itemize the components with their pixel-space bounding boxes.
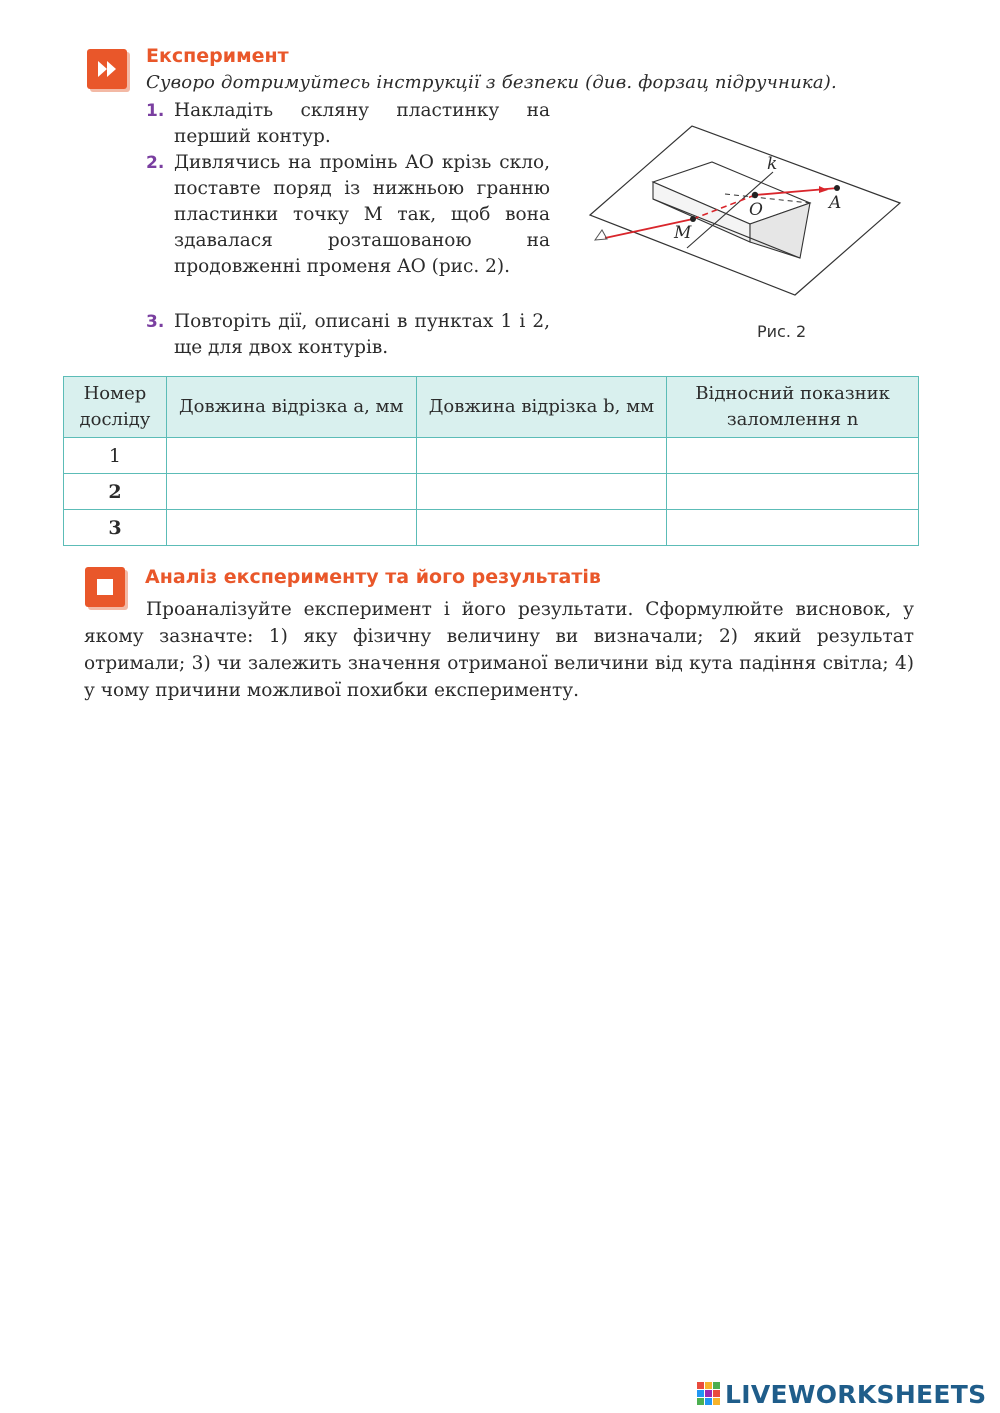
- step-text: Накладіть скляну пластинку на перший контур.: [174, 100, 550, 147]
- cell-b-input[interactable]: [416, 474, 667, 510]
- step-number: 1.: [146, 101, 165, 121]
- cell-a-input[interactable]: [166, 438, 416, 474]
- results-table: [63, 376, 919, 546]
- header-length-b: Довжина відрізка b, мм: [416, 377, 667, 438]
- step-2: [146, 150, 550, 280]
- row-number: 1: [64, 438, 167, 474]
- table-row: [64, 474, 919, 510]
- row-number: 3: [64, 510, 167, 546]
- cell-n-input[interactable]: [667, 510, 919, 546]
- label-A: A: [829, 193, 842, 213]
- table-row: [64, 510, 919, 546]
- step-number: 2.: [146, 153, 165, 173]
- cell-n-input[interactable]: [667, 438, 919, 474]
- cell-a-input[interactable]: [166, 474, 416, 510]
- header-refraction-index: Відносний показник заломлення n: [667, 377, 919, 438]
- cell-n-input[interactable]: [667, 474, 919, 510]
- analysis-text: Проаналізуйте експеримент і його результати. Сформулюйте висновок, у якому зазначте: 1) яку фізичну величину ви визначали; 2) який результат отримали; 3) чи залежить значення отриманої величини від кута падіння світла; 4) у чому причини можливої похибки експерименту.: [84, 599, 914, 701]
- experiment-title: Експеримент: [146, 45, 289, 67]
- step-1: [146, 98, 550, 150]
- refraction-figure: [585, 120, 905, 305]
- step-text: Дивлячись на промінь AO крізь скло, поставте поряд із нижньою гранню пластинки точку M так, щоб вона здавалася розташованою на продовженні променя AO (рис. 2).: [174, 152, 550, 277]
- cell-b-input[interactable]: [416, 510, 667, 546]
- liveworksheets-logo: [697, 1379, 986, 1409]
- safety-note: Суворо дотримуйтесь інструкції з безпеки (див. форзац підручника).: [146, 72, 837, 93]
- figure-caption: Рис. 2: [757, 322, 807, 341]
- step-number: 3.: [146, 312, 165, 332]
- label-M: M: [674, 223, 692, 243]
- table-row: [64, 438, 919, 474]
- fast-forward-icon: [87, 49, 127, 89]
- step-3: [146, 309, 550, 361]
- cell-a-input[interactable]: [166, 510, 416, 546]
- label-O: O: [749, 200, 763, 220]
- analysis-title: Аналіз експерименту та його результатів: [145, 566, 601, 588]
- label-k: k: [767, 154, 778, 174]
- row-number: 2: [64, 474, 167, 510]
- header-experiment-number: Номер досліду: [64, 377, 167, 438]
- step-text: Повторіть дії, описані в пунктах 1 і 2, ще для двох контурів.: [174, 311, 550, 358]
- brand-name: LIVEWORKSHEETS: [725, 1379, 987, 1409]
- cell-b-input[interactable]: [416, 438, 667, 474]
- header-length-a: Довжина відрізка a, мм: [166, 377, 416, 438]
- table-header-row: [64, 377, 919, 438]
- liveworksheets-grid-icon: [697, 1382, 721, 1406]
